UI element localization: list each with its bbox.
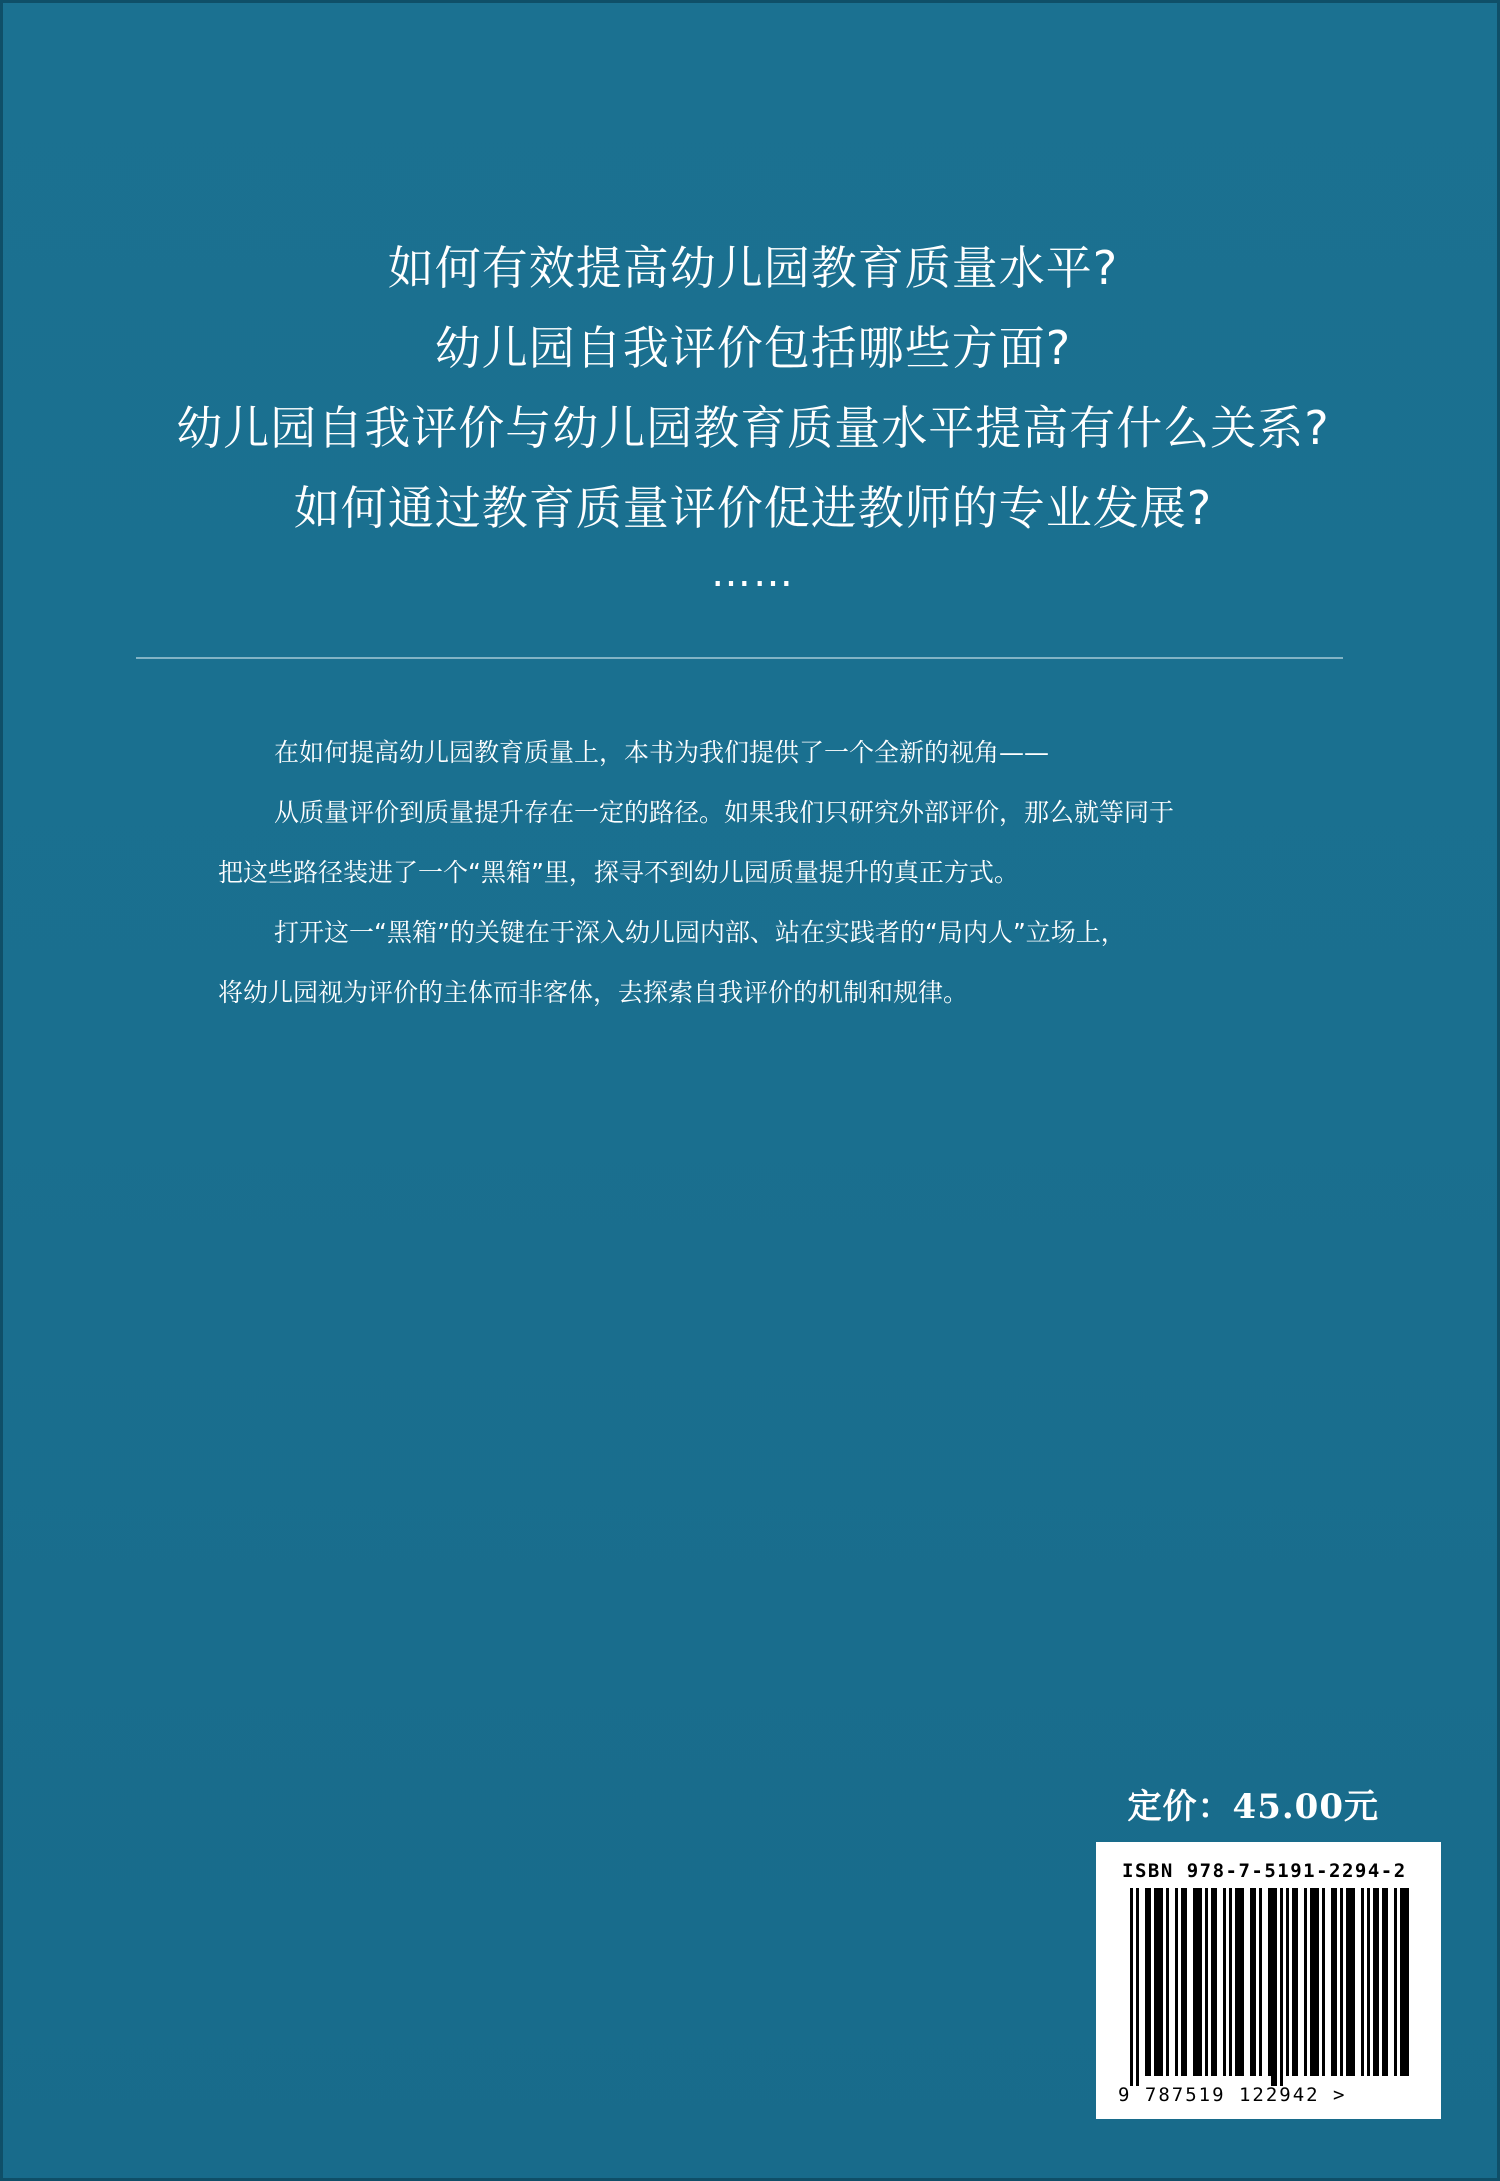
barcode-bar	[1157, 1888, 1160, 2076]
barcode-bar	[1268, 1888, 1271, 2076]
barcode-bar	[1238, 1888, 1241, 2076]
barcode-bar	[1304, 1888, 1307, 2076]
barcode-bar	[1130, 1888, 1133, 2086]
barcode-bar	[1181, 1888, 1184, 2076]
barcode-bar	[1382, 1888, 1385, 2076]
barcode-bar	[1136, 1888, 1139, 2086]
barcode-bars	[1118, 1888, 1418, 2088]
barcode-bar	[1271, 1888, 1274, 2086]
price-label: 定价：45.00元	[1127, 1787, 1379, 1827]
intro-line: 打开这一“黑箱”的关键在于深入幼儿园内部、站在实践者的“局内人”立场上，	[274, 918, 1126, 947]
intro-line: 把这些路径装进了一个“黑箱”里，探寻不到幼儿园质量提升的真正方式。	[218, 858, 1019, 887]
barcode-bar	[1211, 1888, 1214, 2076]
question-line: 如何通过教育质量评价促进教师的专业发展?	[293, 481, 1213, 535]
barcode-bar	[1376, 1888, 1379, 2076]
barcode-bar	[1400, 1888, 1403, 2076]
intro-line: 将幼儿园视为评价的主体而非客体，去探索自我评价的机制和规律。	[218, 978, 969, 1007]
barcode-bar	[1145, 1888, 1148, 2076]
barcode-bar	[1385, 1888, 1388, 2076]
barcode-bar	[1322, 1888, 1325, 2076]
barcode-bar	[1367, 1888, 1370, 2076]
barcode-bar	[1259, 1888, 1262, 2076]
barcode-bar	[1199, 1888, 1202, 2076]
barcode-bar	[1361, 1888, 1364, 2076]
barcode-bar	[1316, 1888, 1319, 2076]
question-line: 幼儿园自我评价与幼儿园教育质量水平提高有什么关系?	[176, 401, 1330, 455]
barcode-digits: 9 787519 122942 >	[1118, 2084, 1347, 2106]
barcode-bar	[1253, 1888, 1256, 2076]
barcode-bar	[1349, 1888, 1352, 2076]
barcode-bar	[1334, 1888, 1337, 2076]
barcode-bar	[1214, 1888, 1217, 2076]
barcode-bar	[1280, 1888, 1283, 2086]
barcode-box	[1096, 1842, 1441, 2119]
barcode-bar	[1313, 1888, 1316, 2076]
intro-line: 从质量评价到质量提升存在一定的路径。如果我们只研究外部评价，那么就等同于	[274, 798, 1175, 827]
intro-text	[218, 723, 1358, 1023]
question-line: 幼儿园自我评价包括哪些方面?	[434, 321, 1072, 375]
barcode-bar	[1310, 1888, 1313, 2076]
barcode-bar	[1160, 1888, 1163, 2076]
barcode-bar	[1196, 1888, 1199, 2076]
barcode-bar	[1223, 1888, 1226, 2076]
barcode-bar	[1406, 1888, 1409, 2076]
barcode-bar	[1292, 1888, 1295, 2076]
barcode-bar	[1229, 1888, 1232, 2076]
barcode-bar	[1286, 1888, 1289, 2076]
barcode-bar	[1295, 1888, 1298, 2076]
barcode-bar	[1154, 1888, 1157, 2076]
isbn-label: ISBN 978-7-5191-2294-2	[1122, 1860, 1407, 1882]
barcode-bar	[1193, 1888, 1196, 2076]
barcode-bar	[1331, 1888, 1334, 2076]
barcode-bar	[1148, 1888, 1151, 2076]
barcode-bar	[1250, 1888, 1253, 2076]
barcode-bar	[1373, 1888, 1376, 2076]
barcode-bar	[1184, 1888, 1187, 2076]
barcode-bar	[1205, 1888, 1208, 2076]
barcode-bar	[1394, 1888, 1397, 2076]
barcode-bar	[1166, 1888, 1169, 2076]
barcode-bar	[1352, 1888, 1355, 2076]
intro-line: 在如何提高幼儿园教育质量上，本书为我们提供了一个全新的视角——	[274, 738, 1050, 767]
barcode-bar	[1241, 1888, 1244, 2076]
barcode-bar	[1403, 1888, 1406, 2076]
barcode-bar	[1175, 1888, 1178, 2076]
barcode-bar	[1274, 1888, 1277, 2086]
barcode-bar	[1340, 1888, 1343, 2076]
question-line: 如何有效提高幼儿园教育质量水平?	[387, 241, 1119, 295]
barcode-bar	[1346, 1888, 1349, 2076]
divider-line	[136, 657, 1343, 659]
barcode-bar	[1235, 1888, 1238, 2076]
question-list	[3, 228, 1500, 608]
ellipsis: ……	[711, 550, 795, 596]
